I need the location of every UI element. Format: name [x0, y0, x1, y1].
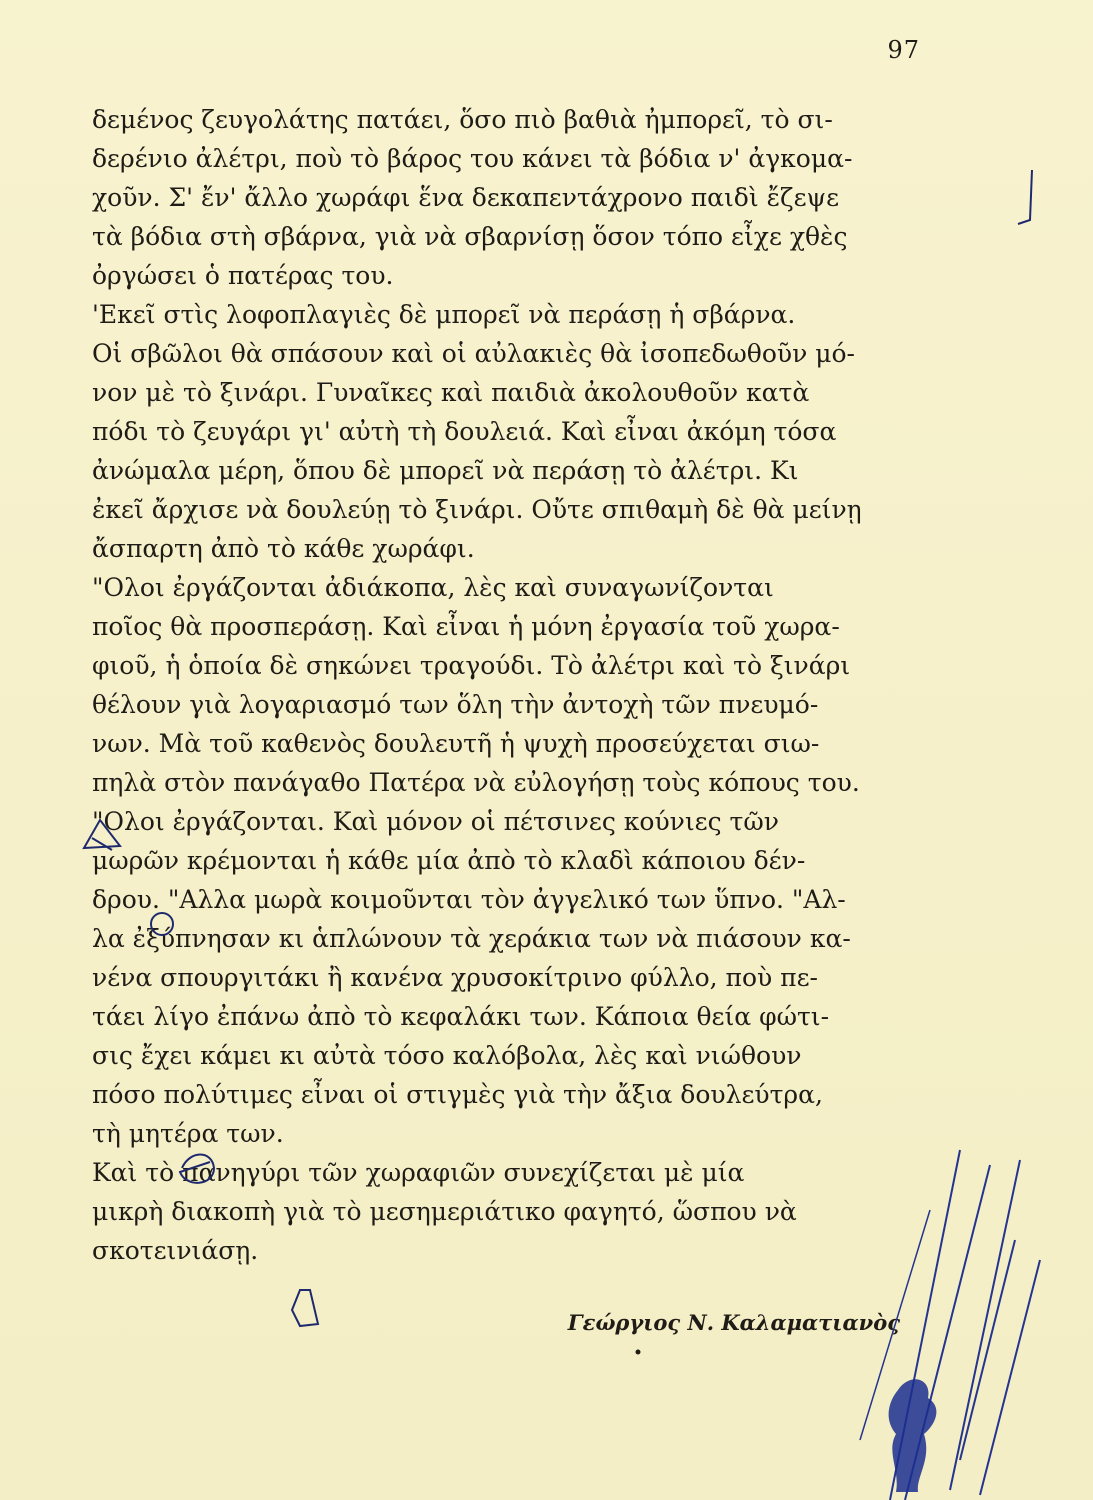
- ink-blot: [889, 1379, 937, 1492]
- text-line: ποῖος θὰ προσπεράσῃ. Καὶ εἶναι ἡ μόνη ἐργασία τοῦ χωρα-: [92, 612, 840, 641]
- ink-dot: [636, 1350, 641, 1355]
- text-line: ὀργώσει ὁ πατέρας του.: [92, 261, 394, 290]
- text-line: Καὶ τὸ πανηγύρι τῶν χωραφιῶν συνεχίζεται μὲ μία: [92, 1158, 745, 1187]
- pen-stroke: [960, 1240, 1015, 1460]
- text-line: ἄσπαρτη ἀπὸ τὸ κάθε χωράφι.: [92, 534, 475, 563]
- pen-stroke: [950, 1160, 1020, 1490]
- text-line: σις ἔχει κάμει κι αὐτὰ τόσο καλόβολα, λὲς καὶ νιώθουν: [92, 1041, 802, 1070]
- text-line: φιοῦ, ἡ ὁποία δὲ σηκώνει τραγούδι. Τὸ ἀλέτρι καὶ τὸ ξινάρι: [92, 651, 851, 680]
- text-line: πόσο πολύτιμες εἶναι οἱ στιγμὲς γιὰ τὴν ἄξια δουλεύτρα,: [92, 1080, 823, 1109]
- text-line: νων. Μὰ τοῦ καθενὸς δουλευτῆ ἡ ψυχὴ προσεύχεται σιω-: [92, 729, 820, 758]
- pen-mark-figure: [292, 1290, 318, 1326]
- text-line: "Ολοι ἐργάζονται. Καὶ μόνον οἱ πέτσινες κούνιες τῶν: [92, 807, 779, 836]
- margin-mark: [1018, 170, 1032, 224]
- text-line: πηλὰ στὸν πανάγαθο Πατέρα νὰ εὐλογήσῃ τοὺς κόπους του.: [92, 768, 860, 797]
- text-line: σκοτεινιάσῃ.: [92, 1236, 259, 1265]
- text-line: "Ολοι ἐργάζονται ἀδιάκοπα, λὲς καὶ συναγωνίζονται: [92, 573, 774, 602]
- pen-stroke: [980, 1260, 1040, 1495]
- text-line: τὴ μητέρα των.: [92, 1119, 284, 1148]
- page-number: 97: [887, 36, 920, 64]
- text-line: νένα σπουργιτάκι ἢ κανένα χρυσοκίτρινο φύλλο, ποὺ πε-: [92, 963, 818, 992]
- text-line: πόδι τὸ ζευγάρι γι' αὐτὴ τὴ δουλειά. Καὶ εἶναι ἀκόμη τόσα: [92, 417, 837, 446]
- author-signature: Γεώργιος Ν. Καλαματιανὸς: [567, 1310, 900, 1335]
- text-line: τὰ βόδια στὴ σβάρνα, γιὰ νὰ σβαρνίσῃ ὅσον τόπο εἶχε χθὲς: [92, 222, 848, 251]
- text-line: νον μὲ τὸ ξινάρι. Γυναῖκες καὶ παιδιὰ ἀκολουθοῦν κατὰ: [92, 378, 810, 407]
- text-line: θέλουν γιὰ λογαριασμό των ὅλη τὴν ἀντοχὴ τῶν πνευμό-: [92, 690, 819, 719]
- text-line: τάει λίγο ἐπάνω ἀπὸ τὸ κεφαλάκι των. Κάποια θεία φώτι-: [92, 1002, 830, 1031]
- text-line: λα ἐξύπνησαν κι ἁπλώνουν τὰ χεράκια των νὰ πιάσουν κα-: [92, 924, 851, 953]
- text-line: μικρὴ διακοπὴ γιὰ τὸ μεσημεριάτικο φαγητό, ὥσπου νὰ: [92, 1197, 797, 1226]
- text-line: μωρῶν κρέμονται ἡ κάθε μία ἀπὸ τὸ κλαδὶ κάποιου δέν-: [92, 846, 806, 875]
- text-line: ἐκεῖ ἄρχισε νὰ δουλεύῃ τὸ ξινάρι. Οὔτε σπιθαμὴ δὲ θὰ μείνῃ: [92, 495, 862, 524]
- text-line: Οἱ σβῶλοι θὰ σπάσουν καὶ οἱ αὐλακιὲς θὰ ἰσοπεδωθοῦν μό-: [92, 339, 855, 368]
- text-line: χοῦν. Σ' ἔν' ἄλλο χωράφι ἕνα δεκαπεντάχρονο παιδὶ ἔζεψε: [92, 183, 840, 212]
- body-text: [92, 100, 930, 1270]
- text-line: δερένιο ἀλέτρι, ποὺ τὸ βάρος του κάνει τὰ βόδια ν' ἀγκομα-: [92, 144, 853, 173]
- text-line: δρου. "Αλλα μωρὰ κοιμοῦνται τὸν ἀγγελικό των ὕπνο. "Αλ-: [92, 885, 846, 914]
- text-line: δεμένος ζευγολάτης πατάει, ὅσο πιὸ βαθιὰ ἠμπορεῖ, τὸ σι-: [92, 105, 833, 134]
- text-line: ἀνώμαλα μέρη, ὅπου δὲ μπορεῖ νὰ περάσῃ τὸ ἀλέτρι. Κι: [92, 456, 799, 485]
- text-line: 'Εκεῖ στὶς λοφοπλαγιὲς δὲ μπορεῖ νὰ περάσῃ ἡ σβάρνα.: [92, 300, 796, 329]
